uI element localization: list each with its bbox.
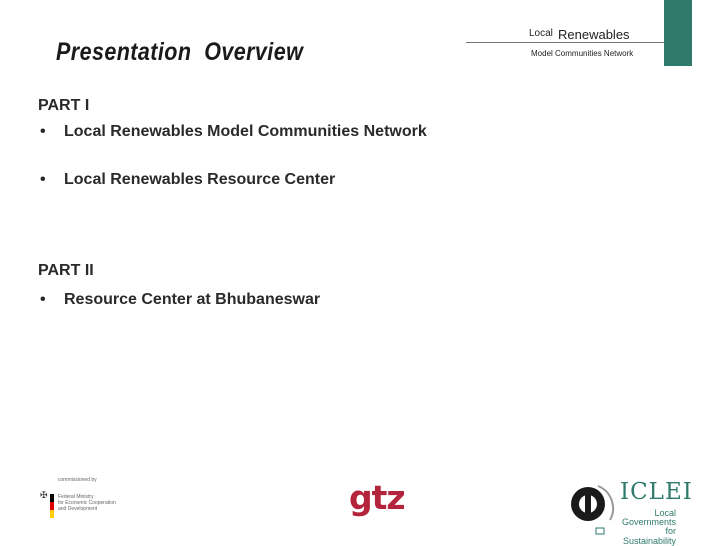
ministry-line-1: Federal Ministry <box>58 494 94 500</box>
part-2-bullet-1 <box>40 291 320 309</box>
bullet-text: Resource Center at Bhubaneswar <box>64 291 321 308</box>
part-1-heading: PART I <box>38 97 90 114</box>
part-1-bullet-1 <box>40 123 427 141</box>
brand-local: Local <box>529 28 553 39</box>
brand-divider-line <box>466 42 664 43</box>
iclei-line-2: Governments <box>621 517 676 527</box>
brand-accent-bar <box>664 0 692 66</box>
part-1-bullet-2 <box>40 171 335 189</box>
ministry-commission: commissioned by <box>58 477 97 483</box>
gtz-logo: gtz <box>349 478 405 517</box>
bullet-dot: • <box>40 123 46 140</box>
slide-title: Presentation Overview <box>56 38 304 66</box>
ministry-line-2: for Economic Cooperation <box>58 500 116 506</box>
eagle-icon: ✠ <box>40 490 48 500</box>
bullet-dot: • <box>40 291 46 308</box>
bullet-dot: • <box>40 171 46 188</box>
bullet-text: Local Renewables Resource Center <box>64 171 336 188</box>
iclei-emblem-icon <box>568 480 616 536</box>
bullet-text: Local Renewables Model Communities Network <box>64 123 427 140</box>
flag-icon <box>50 494 54 518</box>
iclei-wordmark: ICLEI <box>620 479 693 505</box>
iclei-line-1: Local <box>654 508 676 518</box>
iclei-line-3: for Sustainability <box>622 526 676 546</box>
brand-subtitle: Model Communities Network <box>531 49 634 58</box>
ministry-line-3: and Development <box>58 506 98 512</box>
brand-renewables: Renewables <box>558 27 630 42</box>
part-2-heading: PART II <box>38 262 94 279</box>
